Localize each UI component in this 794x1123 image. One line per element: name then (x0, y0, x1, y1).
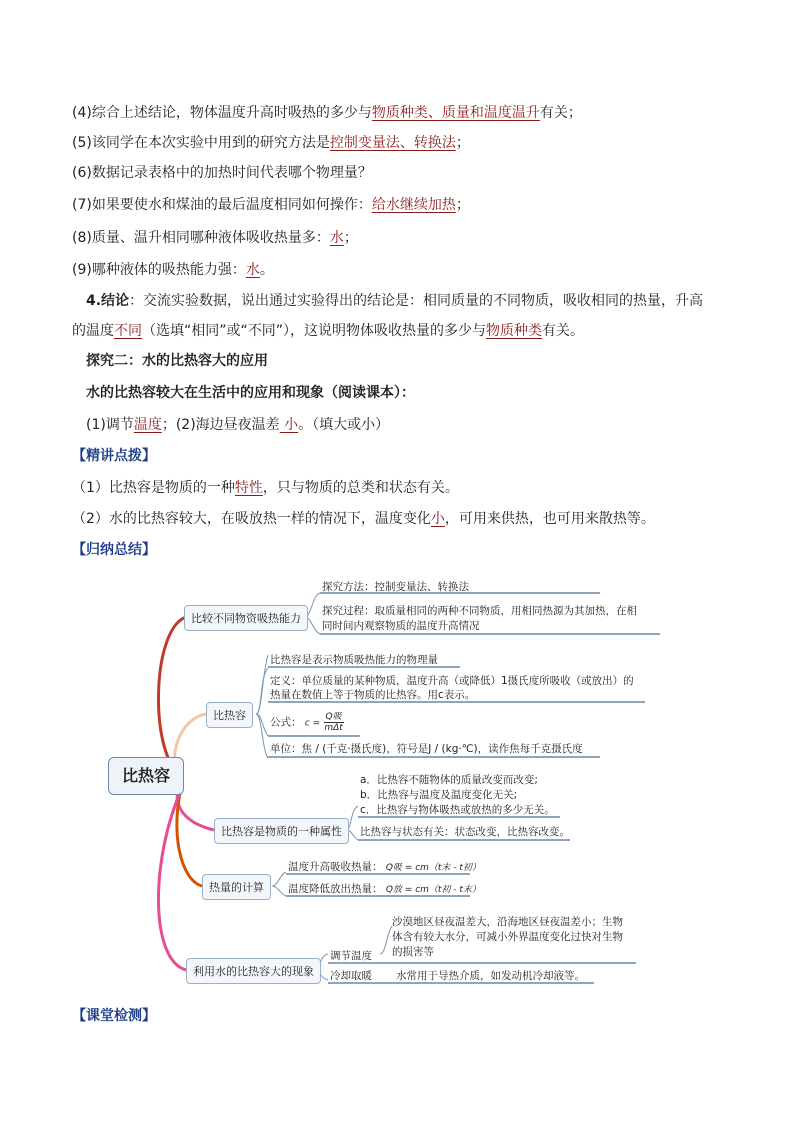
question-text: (8)质量、温升相同哪种液体吸收热量多： (72, 230, 330, 246)
branch-heat-calculation: 热量的计算 (202, 874, 271, 900)
leaf-heat-release: 温度降低放出热量： Q放 = cm（t初 - t末） (288, 883, 481, 895)
heading-jingjiang: 【精讲点拨】 (72, 448, 156, 464)
branch-water-applications: 利用水的比热容大的现象 (186, 958, 321, 984)
question-7 (72, 195, 470, 215)
section-label: 探究二 (86, 353, 128, 369)
conclusion-text: 有关。 (542, 323, 585, 339)
question-text: ； (343, 230, 358, 246)
question-text: ； (455, 197, 470, 213)
conclusion-text: ：交流实验数据，说出通过实验得出的结论是：相同质量的不同物质，吸收相同的热量，升高 (129, 293, 704, 309)
leaf-heat-absorb: 温度升高吸收热量： Q吸 = cm（t末 - t初） (288, 861, 481, 873)
leaf-definition-a: 定义：单位质量的某种物质，温度升高（或降低）1摄氏度所吸收（或放出）的 (270, 675, 634, 687)
application-title: 水的比热容较大在生活中的应用和现象（阅读课本）： (86, 385, 415, 401)
question-4 (72, 103, 582, 123)
leaf-regulate-a: 沙漠地区昼夜温差大，沿海地区昼夜温差小；生物 (392, 916, 623, 928)
application-items: (1)调节温度；(2)海边昼夜温差 小。（填大或小） (86, 417, 390, 433)
leaf-cooling: 水常用于导热介质，如发动机冷却液等。 (396, 970, 585, 982)
question-text: ； (455, 135, 470, 151)
question-text: (6)数据记录表格中的加热时间代表哪个物理量？ (72, 165, 372, 181)
branch-property: 比热容是物质的一种属性 (214, 818, 349, 844)
conclusion-text: （选填“相同”或“不同”），这说明物体吸收热量的多少与 (142, 323, 487, 339)
sub-branch-cooling-heating: 冷却取暖 (330, 970, 372, 982)
sub-branch-regulate-temp: 调节温度 (330, 950, 372, 962)
point-2: （2）水的比热容较大，在吸放热一样的情况下，温度变化小，可用来供热，也可用来散热等。 (72, 511, 655, 527)
conclusion-number: 4.结论 (86, 293, 130, 309)
leaf-process-b: 同时间内观察物质的温度升高情况 (322, 620, 480, 632)
question-text: (4)综合上述结论，物体温度升高时吸热的多少与 (72, 105, 372, 121)
formula-fraction: $\frac{\text{Q吸}}{\text{mΔt}}$ (324, 712, 343, 733)
answer-text: 温度 (133, 417, 162, 433)
point-1: （1）比热容是物质的一种特性，只与物质的总类和状态有关。 (72, 480, 459, 496)
branch-specific-heat: 比热容 (206, 702, 253, 728)
answer-text: 小 (279, 417, 299, 433)
question-text: 有关； (539, 105, 582, 121)
leaf-property-b: b．比热容与温度及温度变化无关; (360, 789, 518, 801)
mind-map (0, 560, 794, 1000)
question-9 (72, 260, 274, 280)
answer-text: 水 (329, 230, 344, 246)
leaf-unit: 单位：焦 / (千克·摄氏度)，符号是J / (kg·℃)，读作焦每千克摄氏度 (270, 743, 583, 755)
leaf-formula: 公式： c = $\frac{\text{Q吸}}{\text{mΔt}}$ (270, 712, 343, 733)
heading-ketang: 【课堂检测】 (72, 1008, 156, 1024)
question-text: (5)该同学在本次实验中用到的研究方法是 (72, 135, 330, 151)
answer-text: 小 (430, 511, 445, 527)
question-text: 。 (259, 262, 274, 278)
mind-map-root: 比热容 (108, 757, 184, 795)
answer-text: 物质种类 (486, 323, 543, 339)
leaf-definition-b: 热量在数值上等于物质的比热容。用c表示。 (270, 689, 476, 701)
leaf-process-a: 探究过程：取质量相同的两种不同物质，用相同热源为其加热，在相 (322, 605, 637, 617)
question-8 (72, 228, 358, 248)
branch-compare-heat-capacity: 比较不同物资吸热能力 (184, 605, 308, 631)
leaf-method: 探究方法：控制变量法、转换法 (322, 581, 469, 593)
answer-text: 给水继续加热 (371, 197, 456, 213)
answer-text: 水 (245, 262, 260, 278)
conclusion-text: 的温度 (72, 323, 114, 339)
leaf-definition-summary: 比热容是表示物质吸热能力的物理量 (270, 654, 438, 666)
question-text: (9)哪种液体的吸热能力强： (72, 262, 246, 278)
leaf-property-c: c．比热容与物体吸热或放热的多少无关。 (360, 804, 555, 816)
answer-text: 物质种类、质量和温度温升 (371, 105, 540, 121)
answer-text: 特性 (234, 480, 263, 496)
question-text: (7)如果要使水和煤油的最后温度相同如何操作： (72, 197, 372, 213)
question-5 (72, 133, 470, 153)
leaf-state: 比热容与状态有关：状态改变，比热容改变。 (360, 826, 570, 838)
answer-text: 控制变量法、转换法 (329, 135, 456, 151)
leaf-regulate-b: 体含有较大水分，可减小外界温度变化过快对生物 (392, 931, 623, 943)
section-explore-2 (86, 351, 268, 371)
leaf-property-a: a．比热容不随物体的质量改变而改变; (360, 774, 538, 786)
section-title: ：水的比热容大的应用 (128, 353, 268, 369)
answer-text: 不同 (114, 323, 142, 339)
heading-guina: 【归纳总结】 (72, 542, 156, 558)
conclusion-paragraph (72, 286, 722, 346)
leaf-regulate-c: 的损害等 (392, 946, 434, 958)
question-6 (72, 163, 372, 183)
